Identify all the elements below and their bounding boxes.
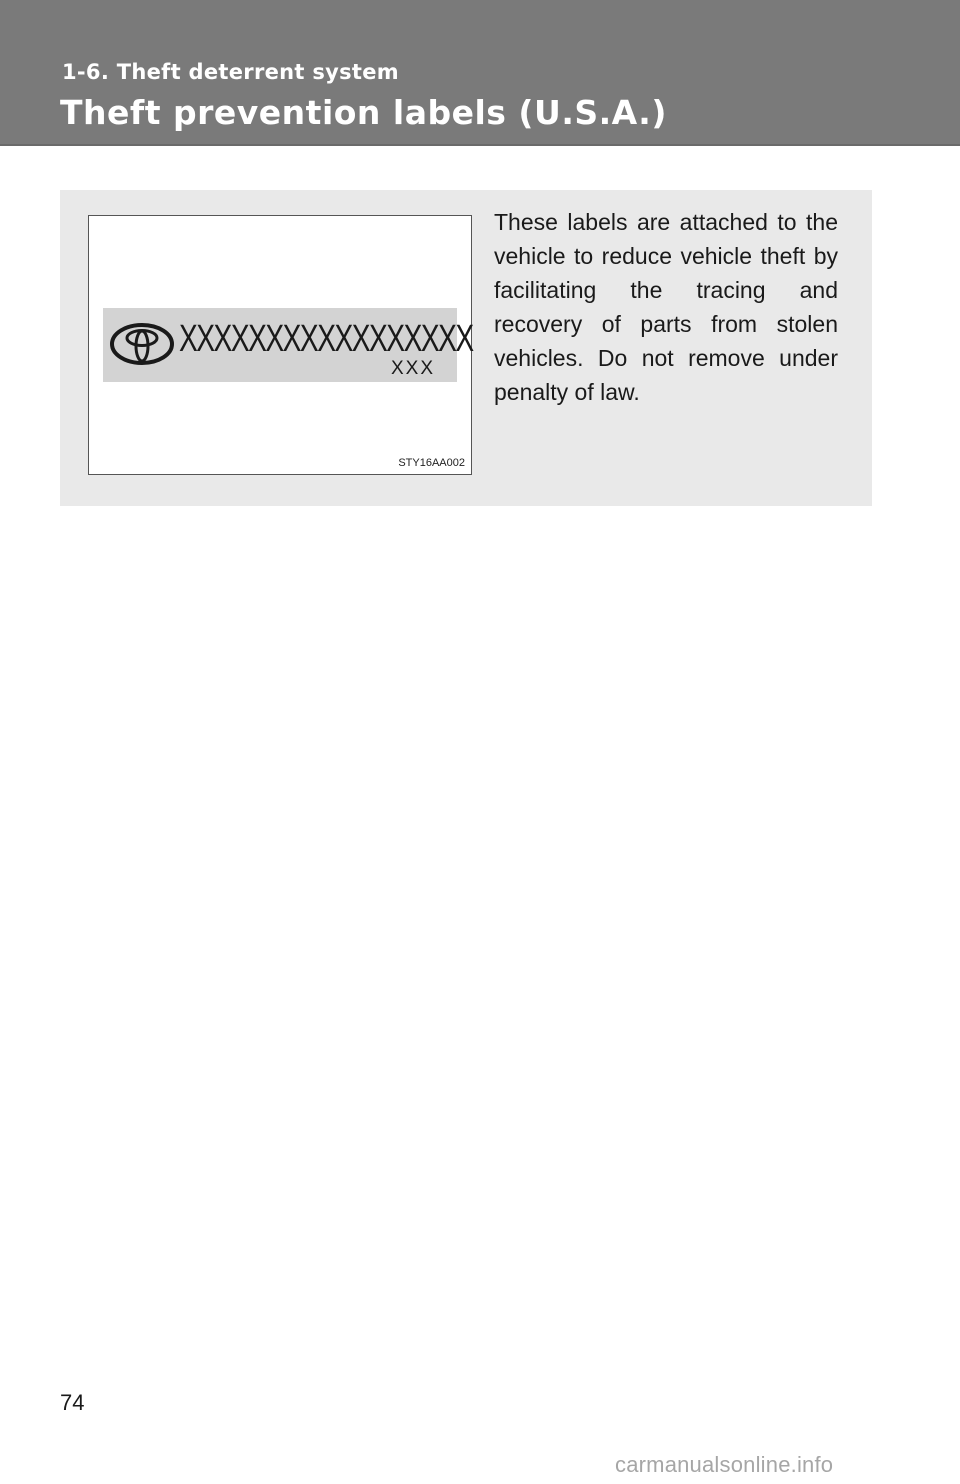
label-serial-suffix: XXX [391, 358, 436, 379]
theft-prevention-label [103, 308, 473, 382]
label-serial-text: XXXXXXXXXXXXXXXXX [179, 318, 473, 360]
figure-code: STY16AA002 [398, 457, 465, 469]
toyota-logo-icon [109, 321, 175, 372]
header-divider [0, 144, 960, 146]
label-illustration [88, 215, 472, 475]
body-paragraph: These labels are attached to the vehicle to reduce vehicle theft by facilitating the tracing and recovery of parts from stolen vehicles. Do not remove under penalty of law. [494, 209, 838, 405]
section-label: 1-6. Theft deterrent system [62, 60, 399, 84]
watermark: carmanualsonline.info [615, 1452, 834, 1477]
page-number: 74 [60, 1390, 85, 1415]
page-title: Theft prevention labels (U.S.A.) [60, 93, 667, 132]
